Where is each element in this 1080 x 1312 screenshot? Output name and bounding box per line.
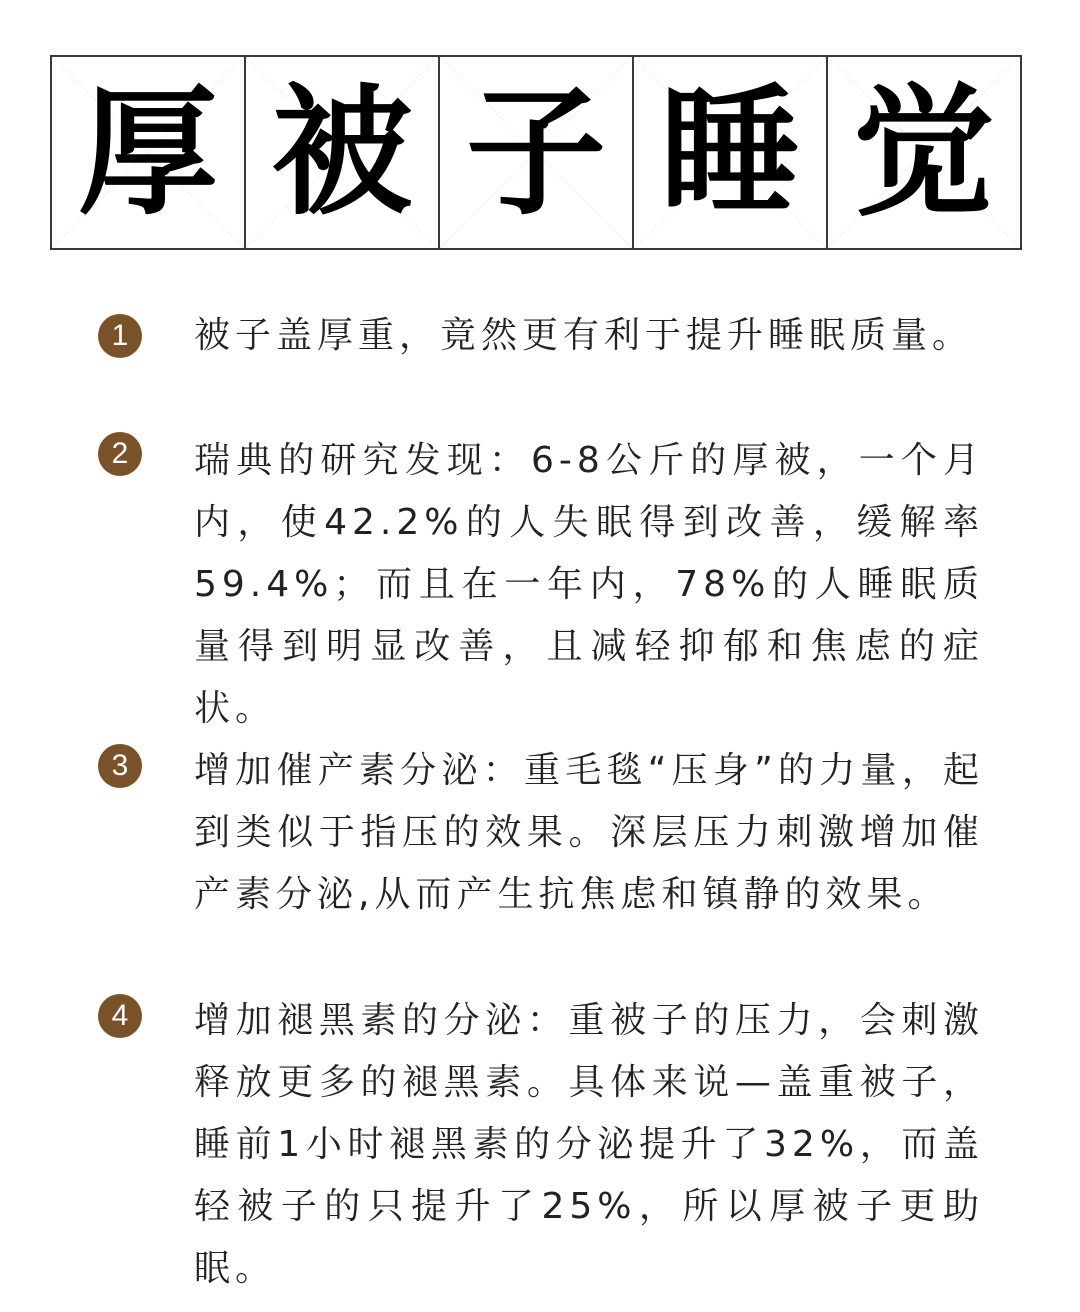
title-cell xyxy=(246,57,440,248)
title-cell xyxy=(634,57,828,248)
number-badge: 4 xyxy=(98,994,142,1038)
title-char: 觉 xyxy=(853,70,994,235)
title-cell xyxy=(828,57,1020,248)
title-cell xyxy=(440,57,634,248)
number-badge: 2 xyxy=(98,432,142,476)
item-text: 瑞典的研究发现：6-8公斤的厚被，一个月内，使42.2%的人失眠得到改善，缓解率59.4%；而且在一年内，78%的人睡眠质量得到明显改善，且减轻抑郁和焦虑的症状。 xyxy=(194,440,984,729)
title-char: 厚 xyxy=(77,70,218,235)
item-text: 增加催产素分泌：重毛毯“压身”的力量，起到类似于指压的效果。深层压力刺激增加催产素分泌,从而产生抗焦虑和镇静的效果。 xyxy=(194,750,984,915)
title-grid xyxy=(50,55,1022,250)
title-cell xyxy=(52,57,246,248)
number-badge: 1 xyxy=(98,314,142,358)
item-text: 被子盖厚重，竟然更有利于提升睡眠质量。 xyxy=(194,315,974,356)
title-char: 子 xyxy=(465,70,606,235)
number-badge: 3 xyxy=(98,744,142,788)
item-text: 增加褪黑素的分泌：重被子的压力，会刺激释放更多的褪黑素。具体来说—盖重被子，睡前1小时褪黑素的分泌提升了32%，而盖轻被子的只提升了25%，所以厚被子更助眠。 xyxy=(194,1000,984,1289)
title-char: 睡 xyxy=(659,70,800,235)
title-char: 被 xyxy=(271,70,412,235)
